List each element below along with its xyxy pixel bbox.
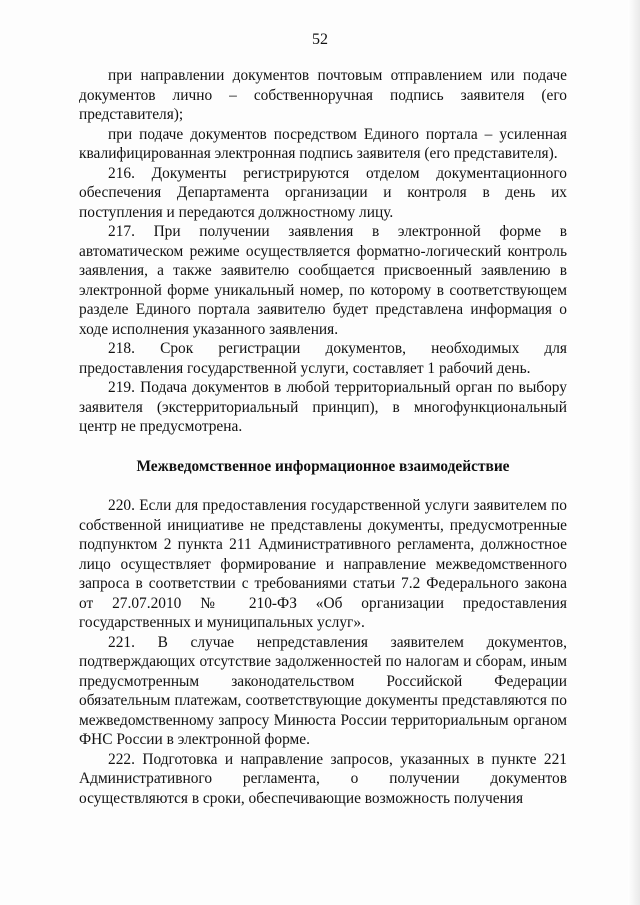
paragraph-219: 219. Подача документов в любой территориальный орган по выбору заявителя (экстерриториальный принцип), в многофункциональный центр не предусмотрена. xyxy=(79,379,567,435)
paragraph-218: 218. Срок регистрации документов, необходимых для предоставления государственной услуги, составляет 1 рабочий день. xyxy=(79,340,567,377)
paragraph-221: 221. В случае непредставления заявителем документов, подтверждающих отсутствие задолженностей по налогам и сборам, иным предусмотренным законодательством Российской Федерации обязательным платежам, соответствующие документы представляются по межведомственному запросу Минюста России территориальным органом ФНС России в электронной форме. xyxy=(79,633,567,748)
paragraph-signature-mail: при направлении документов почтовым отправлением или подаче документов лично – собственноручная подпись заявителя (его представителя); xyxy=(79,67,567,123)
scan-edge-shadow xyxy=(628,0,640,905)
paragraph-216: 216. Документы регистрируются отделом документационного обеспечения Департамента организации и контроля в день их поступления и передаются должностному лицу. xyxy=(79,164,567,221)
document-body xyxy=(79,66,567,808)
section-heading: Межведомственное информационное взаимодействие xyxy=(136,457,510,475)
paragraph-signature-portal: при подаче документов посредством Единого портала – усиленная квалифицированная электронная подпись заявителя (его представителя). xyxy=(79,125,567,162)
page-number: 52 xyxy=(312,31,328,48)
paragraph-220: 220. Если для предоставления государственной услуги заявителем по собственной инициативе не представлены документы, предусмотренные подпунктом 2 пункта 211 Административного регламента, должностное лицо осуществляет формирование и направление межведомственного запроса в соответствии с требованиями статьи 7.2 Федерального закона от 27.07.2010 № 210-ФЗ «Об организации предоставления государственных и муниципальных услуг». xyxy=(79,497,567,631)
paragraph-217: 217. При получении заявления в электронной форме в автоматическом режиме осуществляется форматно-логический контроль заявления, а также заявителю сообщается присвоенный заявлению в электронной форме уникальный номер, по которому в соответствующем разделе Единого портала заявителю будет представлена информация о ходе исполнения указанного заявления. xyxy=(79,223,567,338)
paragraph-222: 222. Подготовка и направление запросов, указанных в пункте 221 Административного регламента, о получении документов осуществляются в сроки, обеспечивающие возможность получения xyxy=(79,750,567,807)
